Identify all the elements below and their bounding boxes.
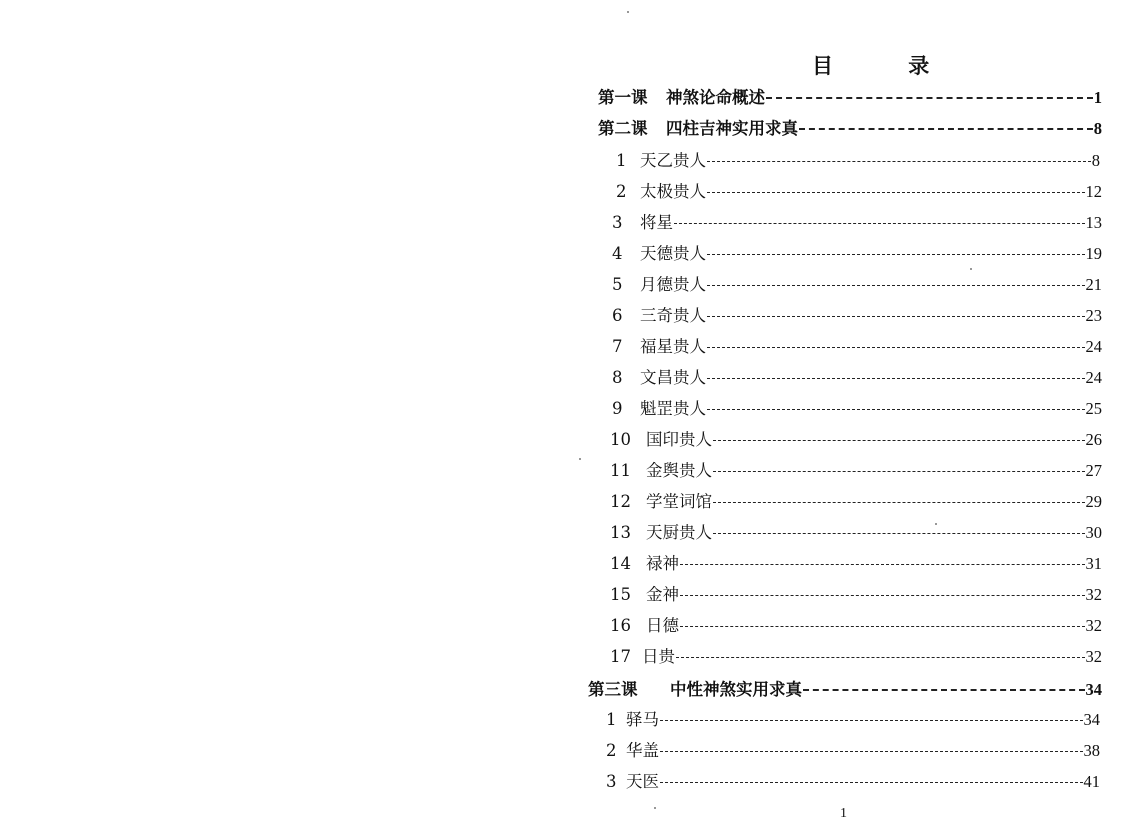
entry-page-number: 34 xyxy=(1085,680,1102,699)
dot-leader xyxy=(707,409,1085,410)
dot-leader xyxy=(713,440,1085,441)
scan-speck xyxy=(654,807,656,809)
entry-number: 13 xyxy=(610,523,631,542)
toc-entry-item xyxy=(606,737,1100,763)
entry-number: 11 xyxy=(610,461,631,480)
entry-page-number: 1 xyxy=(1093,88,1102,107)
entry-page-number: 21 xyxy=(1085,275,1102,294)
entry-page-number: 34 xyxy=(1083,710,1100,729)
entry-title: 魁罡贵人 xyxy=(640,399,706,418)
entry-title: 天乙贵人 xyxy=(640,151,706,170)
toc-entry-item xyxy=(612,271,1102,297)
entry-page-number: 30 xyxy=(1085,523,1102,542)
entry-number: 1 xyxy=(606,710,617,729)
entry-title: 中性神煞实用求真 xyxy=(670,680,802,699)
entry-number: 8 xyxy=(612,368,623,387)
entry-title: 文昌贵人 xyxy=(640,368,706,387)
toc-entry-item xyxy=(612,240,1102,266)
dot-leader xyxy=(680,595,1085,596)
entry-number: 第二课 xyxy=(598,119,648,138)
entry-page-number: 32 xyxy=(1085,616,1102,635)
dot-leader xyxy=(803,689,1085,691)
entry-title: 金神 xyxy=(646,585,679,604)
toc-entry-item xyxy=(612,395,1102,421)
dot-leader xyxy=(660,751,1083,752)
toc-entry-lesson-3 xyxy=(588,676,1102,702)
entry-page-number: 26 xyxy=(1085,430,1102,449)
dot-leader xyxy=(707,192,1085,193)
toc-entry-item xyxy=(610,519,1102,545)
entry-title: 天医 xyxy=(626,772,659,791)
dot-leader xyxy=(660,782,1083,783)
toc-entry-item xyxy=(610,426,1102,452)
entry-page-number: 8 xyxy=(1093,119,1102,138)
entry-number: 5 xyxy=(612,275,623,294)
entry-title: 日德 xyxy=(646,616,679,635)
entry-title: 学堂词馆 xyxy=(646,492,712,511)
entry-number: 7 xyxy=(612,337,623,356)
entry-page-number: 32 xyxy=(1085,647,1102,666)
entry-number: 2 xyxy=(616,182,627,201)
entry-number: 9 xyxy=(612,399,623,418)
entry-page-number: 38 xyxy=(1083,741,1100,760)
entry-page-number: 31 xyxy=(1085,554,1102,573)
entry-number: 12 xyxy=(610,492,631,511)
dot-leader xyxy=(680,564,1085,565)
dot-leader xyxy=(660,720,1083,721)
entry-number: 2 xyxy=(606,741,617,760)
entry-page-number: 24 xyxy=(1085,368,1102,387)
toc-entry-lesson-2 xyxy=(598,115,1102,141)
dot-leader xyxy=(680,626,1085,627)
entry-title: 金舆贵人 xyxy=(646,461,712,480)
entry-number: 4 xyxy=(612,244,623,263)
toc-entry-item xyxy=(610,581,1102,607)
entry-title: 华盖 xyxy=(626,741,659,760)
entry-page-number: 29 xyxy=(1085,492,1102,511)
entry-number: 17 xyxy=(610,647,631,666)
entry-page-number: 25 xyxy=(1085,399,1102,418)
toc-entry-item xyxy=(612,302,1102,328)
scan-speck xyxy=(935,523,937,525)
dot-leader xyxy=(713,471,1085,472)
entry-page-number: 24 xyxy=(1085,337,1102,356)
toc-entry-item xyxy=(606,706,1100,732)
scan-speck xyxy=(627,11,629,13)
dot-leader xyxy=(766,97,1093,99)
entry-number: 14 xyxy=(610,554,631,573)
entry-title: 神煞论命概述 xyxy=(666,88,765,107)
toc-entry-lesson-1 xyxy=(598,84,1102,110)
entry-page-number: 13 xyxy=(1085,213,1102,232)
footer-page-number: 1 xyxy=(840,806,847,821)
entry-title: 日贵 xyxy=(642,647,675,666)
entry-number: 第一课 xyxy=(598,88,648,107)
scan-speck xyxy=(579,458,581,460)
entry-title: 月德贵人 xyxy=(640,275,706,294)
entry-number: 10 xyxy=(610,430,631,449)
toc-entry-item xyxy=(616,147,1100,173)
entry-page-number: 8 xyxy=(1091,151,1100,170)
entry-number: 1 xyxy=(616,151,627,170)
entry-number: 15 xyxy=(610,585,631,604)
dot-leader xyxy=(713,533,1085,534)
entry-page-number: 19 xyxy=(1085,244,1102,263)
toc-entry-item xyxy=(616,178,1102,204)
entry-title: 天厨贵人 xyxy=(646,523,712,542)
entry-title: 禄神 xyxy=(646,554,679,573)
entry-number: 16 xyxy=(610,616,631,635)
entry-title: 国印贵人 xyxy=(646,430,712,449)
dot-leader xyxy=(707,316,1085,317)
entry-page-number: 12 xyxy=(1085,182,1102,201)
entry-page-number: 27 xyxy=(1085,461,1102,480)
entry-title: 将星 xyxy=(640,213,673,232)
entry-number: 第三课 xyxy=(588,680,638,699)
dot-leader xyxy=(674,223,1085,224)
toc-entry-item xyxy=(610,488,1102,514)
toc-entry-item xyxy=(610,550,1102,576)
toc-entry-item xyxy=(610,457,1102,483)
scan-speck xyxy=(970,268,972,270)
dot-leader xyxy=(707,347,1085,348)
entry-title: 四柱吉神实用求真 xyxy=(666,119,798,138)
entry-title: 福星贵人 xyxy=(640,337,706,356)
toc-entry-item xyxy=(612,364,1102,390)
toc-entry-item xyxy=(606,768,1100,794)
entry-number: 6 xyxy=(612,306,623,325)
entry-page-number: 23 xyxy=(1085,306,1102,325)
dot-leader xyxy=(707,254,1085,255)
toc-entry-item xyxy=(612,333,1102,359)
toc-entry-item xyxy=(610,612,1102,638)
entry-number: 3 xyxy=(612,213,623,232)
dot-leader xyxy=(707,378,1085,379)
dot-leader xyxy=(707,161,1091,162)
dot-leader xyxy=(676,657,1085,658)
entry-page-number: 41 xyxy=(1083,772,1100,791)
toc-title: 目 录 xyxy=(812,53,964,78)
entry-title: 天德贵人 xyxy=(640,244,706,263)
entry-number: 3 xyxy=(606,772,617,791)
entry-title: 三奇贵人 xyxy=(640,306,706,325)
entry-title: 驿马 xyxy=(626,710,659,729)
dot-leader xyxy=(707,285,1085,286)
dot-leader xyxy=(713,502,1085,503)
entry-page-number: 32 xyxy=(1085,585,1102,604)
toc-entry-item xyxy=(610,643,1102,669)
toc-entry-item xyxy=(612,209,1102,235)
dot-leader xyxy=(799,128,1093,130)
entry-title: 太极贵人 xyxy=(640,182,706,201)
